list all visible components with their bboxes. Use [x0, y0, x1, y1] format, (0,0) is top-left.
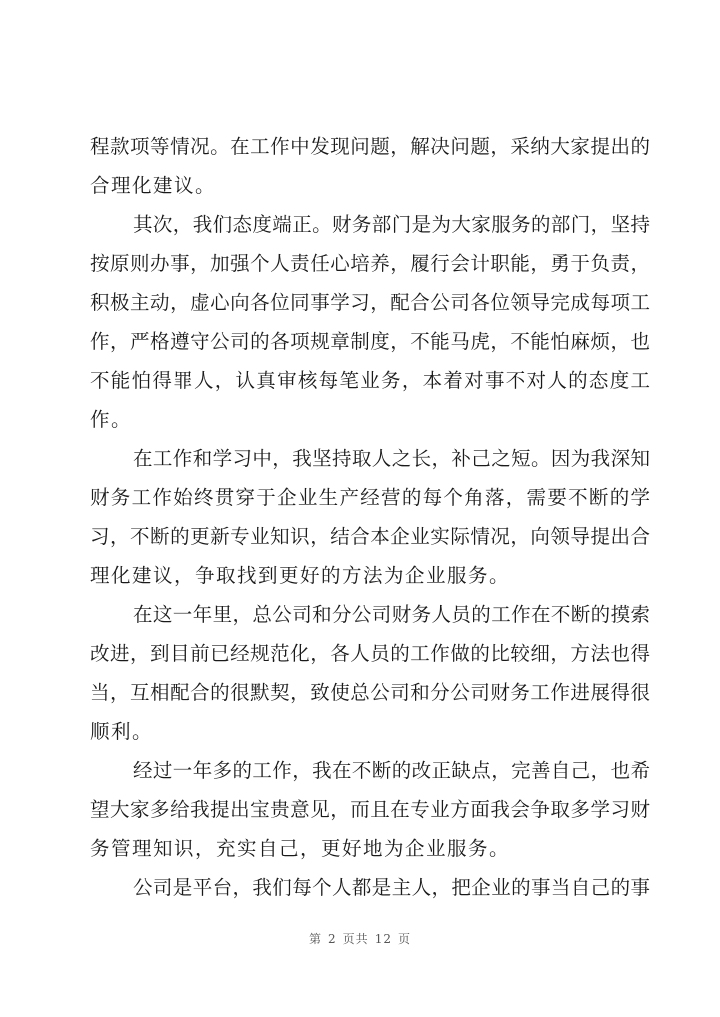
current-page-number: 2 [328, 932, 337, 946]
paragraph [90, 439, 650, 595]
page-label-prefix: 第 [309, 932, 323, 946]
paragraph [90, 751, 650, 868]
body-text [90, 127, 650, 907]
paragraph [90, 868, 650, 907]
total-pages-number: 12 [374, 932, 392, 946]
text-line: 习，不断的更新专业知识，结合本企业实际情况，向领导提出合 [90, 525, 650, 548]
text-line: 在工作和学习中，我坚持取人之长，补己之短。因为我深知 [133, 447, 650, 470]
text-line: 公司是平台，我们每个人都是主人，把企业的事当自己的事 [133, 876, 650, 899]
text-line: 程款项等情况。在工作中发现问题，解决问题，采纳大家提出的 [90, 135, 650, 158]
text-line: 作。 [90, 408, 133, 431]
text-line: 合理化建议。 [90, 174, 217, 197]
text-line: 理化建议，争取找到更好的方法为企业服务。 [90, 564, 511, 587]
page-label-mid: 页共 [342, 932, 369, 946]
text-line: 望大家多给我提出宝贵意见，而且在专业方面我会争取多学习财 [90, 798, 650, 821]
text-line: 其次，我们态度端正。财务部门是为大家服务的部门，坚持 [133, 213, 650, 236]
text-line: 不能怕得罪人，认真审核每笔业务，本着对事不对人的态度工 [90, 369, 650, 392]
page-label-suffix: 页 [397, 932, 411, 946]
text-line: 经过一年多的工作，我在不断的改正缺点，完善自己，也希 [133, 759, 650, 782]
text-line: 改进，到目前已经规范化，各人员的工作做的比较细，方法也得 [90, 642, 650, 665]
text-line: 务管理知识，充实自己，更好地为企业服务。 [90, 837, 511, 860]
paragraph [90, 127, 650, 205]
paragraph [90, 595, 650, 751]
text-line: 当，互相配合的很默契，致使总公司和分公司财务工作进展得很 [90, 681, 650, 704]
text-line: 作，严格遵守公司的各项规章制度，不能马虎，不能怕麻烦，也 [90, 330, 650, 353]
text-line: 积极主动，虚心向各位同事学习，配合公司各位领导完成每项工 [90, 291, 650, 314]
text-line: 按原则办事，加强个人责任心培养，履行会计职能，勇于负责， [90, 252, 650, 275]
text-line: 顺利。 [90, 720, 154, 743]
text-line: 财务工作始终贯穿于企业生产经营的每个角落，需要不断的学 [90, 486, 650, 509]
page-footer [0, 930, 720, 947]
text-line: 在这一年里，总公司和分公司财务人员的工作在不断的摸索 [133, 603, 650, 626]
paragraph [90, 205, 650, 439]
